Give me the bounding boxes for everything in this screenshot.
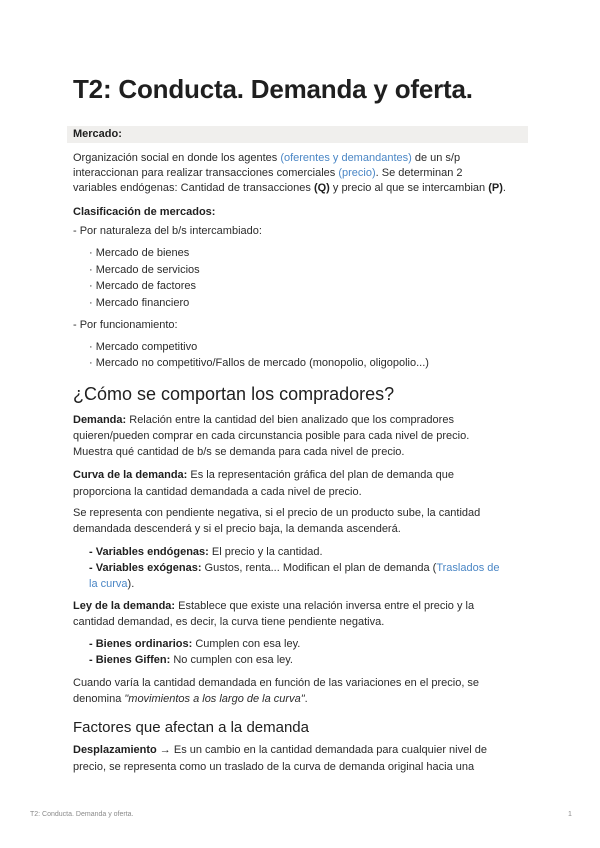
list-item: · Mercado competitivo	[89, 341, 198, 353]
demanda-line-2: quieren/pueden comprar en cada circunstancia posible para cada nivel de precio.	[73, 430, 470, 442]
page-title: T2: Conducta. Demanda y oferta.	[73, 74, 473, 104]
list-item: · Mercado no competitivo/Fallos de mercado (monopolio, oligopolio...)	[89, 357, 429, 369]
demanda-line-3: Muestra qué cantidad de b/s se demanda para cada nivel de precio.	[73, 446, 405, 458]
funcionamiento-item: - Por funcionamiento:	[73, 319, 178, 331]
endogenas-item: - Variables endógenas: El precio y la cantidad.	[89, 546, 323, 558]
exogenas-item: - Variables exógenas: Gustos, renta... Modifican el plan de demanda (Traslados de	[89, 562, 500, 574]
traslados-link[interactable]: Traslados de	[436, 562, 500, 574]
footer-title: T2: Conducta. Demanda y oferta.	[30, 811, 134, 818]
list-item: · Mercado de bienes	[89, 247, 190, 259]
mercado-paragraph-line-3: variables endógenas: Cantidad de transacciones (Q) y precio al que se intercambian (P).	[73, 182, 506, 194]
curva-line-1: Curva de la demanda: Es la representación gráfica del plan de demanda que	[73, 469, 454, 481]
demanda-line-1: Demanda: Relación entre la cantidad del bien analizado que los compradores	[73, 414, 454, 426]
pendiente-line-1: Se representa con pendiente negativa, si el precio de un producto sube, la cantidad	[73, 507, 481, 519]
page-number: 1	[568, 811, 572, 818]
desplazamiento-line-1: Desplazamiento → Es un cambio en la cantidad demandada para cualquier nivel de	[73, 744, 487, 756]
ordinarios-item: - Bienes ordinarios: Cumplen con esa ley.	[89, 638, 301, 650]
list-item: · Mercado de factores	[89, 280, 196, 292]
mercado-label: Mercado:	[73, 128, 122, 140]
pendiente-line-2: demandada descenderá y si el precio baja, la demanda ascenderá.	[73, 523, 401, 535]
list-item: · Mercado financiero	[89, 297, 190, 309]
mercado-paragraph-line-2: interaccionan para realizar transacciones comerciales (precio). Se determinan 2	[73, 167, 463, 179]
varia-line-2: denomina "movimientos a los largo de la curva".	[73, 693, 308, 705]
ley-line-1: Ley de la demanda: Establece que existe una relación inversa entre el precio y la	[73, 600, 475, 612]
list-item: · Mercado de servicios	[89, 264, 200, 276]
giffen-item: - Bienes Giffen: No cumplen con esa ley.	[89, 654, 293, 666]
precio-link[interactable]: (precio)	[338, 167, 376, 179]
curva-line-2: proporciona la cantidad demandada a cada nivel de precio.	[73, 486, 362, 498]
traslados-link-cont[interactable]: la curva	[89, 578, 128, 590]
mercado-paragraph-line-1: Organización social en donde los agentes (oferentes y demandantes) de un s/p	[73, 152, 461, 164]
ley-line-2: cantidad demandad, es decir, la curva tiene pendiente negativa.	[73, 616, 385, 628]
clasificacion-heading: Clasificación de mercados:	[73, 206, 216, 218]
desplazamiento-line-2: precio, se representa como un traslado de la curva de demanda original hacia una	[73, 761, 475, 773]
factores-heading: Factores que afectan a la demanda	[73, 719, 309, 736]
compradores-heading: ¿Cómo se comportan los compradores?	[73, 384, 395, 404]
naturaleza-item: - Por naturaleza del b/s intercambiado:	[73, 225, 262, 237]
mercado-callout	[67, 126, 528, 143]
varia-line-1: Cuando varía la cantidad demandada en función de las variaciones en el precio, se	[73, 677, 480, 689]
exogenas-item-cont: la curva).	[89, 578, 135, 590]
oferentes-link[interactable]: (oferentes y demandantes)	[280, 152, 412, 164]
